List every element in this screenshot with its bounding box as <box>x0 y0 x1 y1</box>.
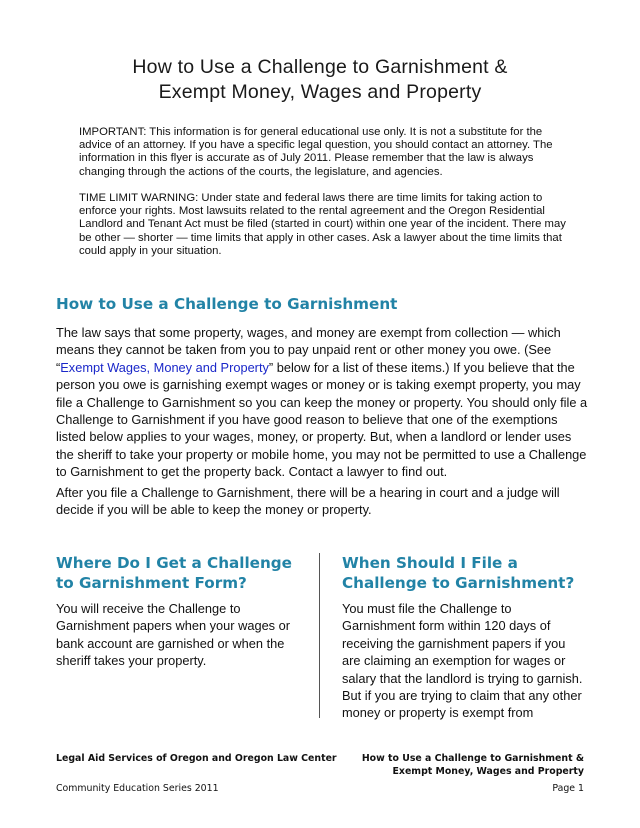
where-form-paragraph: You will receive the Challenge to Garnishment papers when your wages or bank account are garnished or when the sheriff takes your property. <box>56 601 291 669</box>
page-title-line-2: Exempt Money, Wages and Property <box>158 81 482 103</box>
exempt-property-link[interactable]: Exempt Wages, Money and Property <box>60 359 269 375</box>
intro-text-start: The law says that some property, wages, and money are exempt from collection — which means they cannot be taken from you to pay unpaid rent or other money you owe. (See “ <box>56 325 561 375</box>
page-title-line-1: How to Use a Challenge to Garnishment & <box>132 56 508 78</box>
when-file-paragraph: You must file the Challenge to Garnishment form within 120 days of receiving the garnishment papers if you are claiming an exemption for wages or salary that the landlord is trying to garnish. But if you are trying to claim that any other money or property is exempt from <box>342 601 583 721</box>
footer-title-line-1: How to Use a Challenge to Garnishment & <box>361 753 584 764</box>
footer-page-number: Page 1 <box>552 783 584 794</box>
important-notice: IMPORTANT: This information is for general educational use only. It is not a substitute for the advice of an attorney. If you have a specific legal question, you should contact an attorney. The information in this flyer is accurate as of July 2011. Please remember that the law is always changing through the actions of the courts, the legislature, and agencies. <box>79 126 553 178</box>
section-heading-how-to-use: How to Use a Challenge to Garnishment <box>56 295 398 313</box>
section-heading-where-form: Where Do I Get a Challenge to Garnishment Form? <box>56 554 292 592</box>
intro-paragraph <box>56 324 588 481</box>
section-heading-when-file: When Should I File a Challenge to Garnishment? <box>342 554 575 592</box>
column-divider <box>319 553 320 718</box>
footer-organization: Legal Aid Services of Oregon and Oregon Law Center <box>56 753 337 764</box>
page-title <box>40 55 600 105</box>
footer-title-line-2: Exempt Money, Wages and Property <box>392 766 584 777</box>
footer-series: Community Education Series 2011 <box>56 783 219 794</box>
time-limit-warning: TIME LIMIT WARNING: Under state and federal laws there are time limits for taking action to enforce your rights. Most lawsuits related to the rental agreement and the Oregon Residential Landlord and Tenant Act must be filed (started in court) within one year of the incident. There may be other — shorter — time limits that apply in other cases. Ask a lawyer about the time limits that could apply in your situation. <box>79 192 566 257</box>
footer-document-title <box>362 752 584 778</box>
hearing-paragraph: After you file a Challenge to Garnishment, there will be a hearing in court and a judge will decide if you will be able to keep the money or property. <box>56 485 560 518</box>
intro-text-end: ” below for a list of these items.) If you believe that the person you owe is garnishing exempt wages or money or is taking exempt property, you may file a Challenge to Garnishment so you can keep the money or property. You should only file a Challenge to Garnishment if you have good reason to believe that one of the exemptions listed below applies to your wages, money, or property. But, when a landlord or lender uses the sheriff to take your property or mobile home, you may not be permitted to use a Challenge to Garnishment to get the property back. Contact a lawyer to find out. <box>56 359 588 480</box>
